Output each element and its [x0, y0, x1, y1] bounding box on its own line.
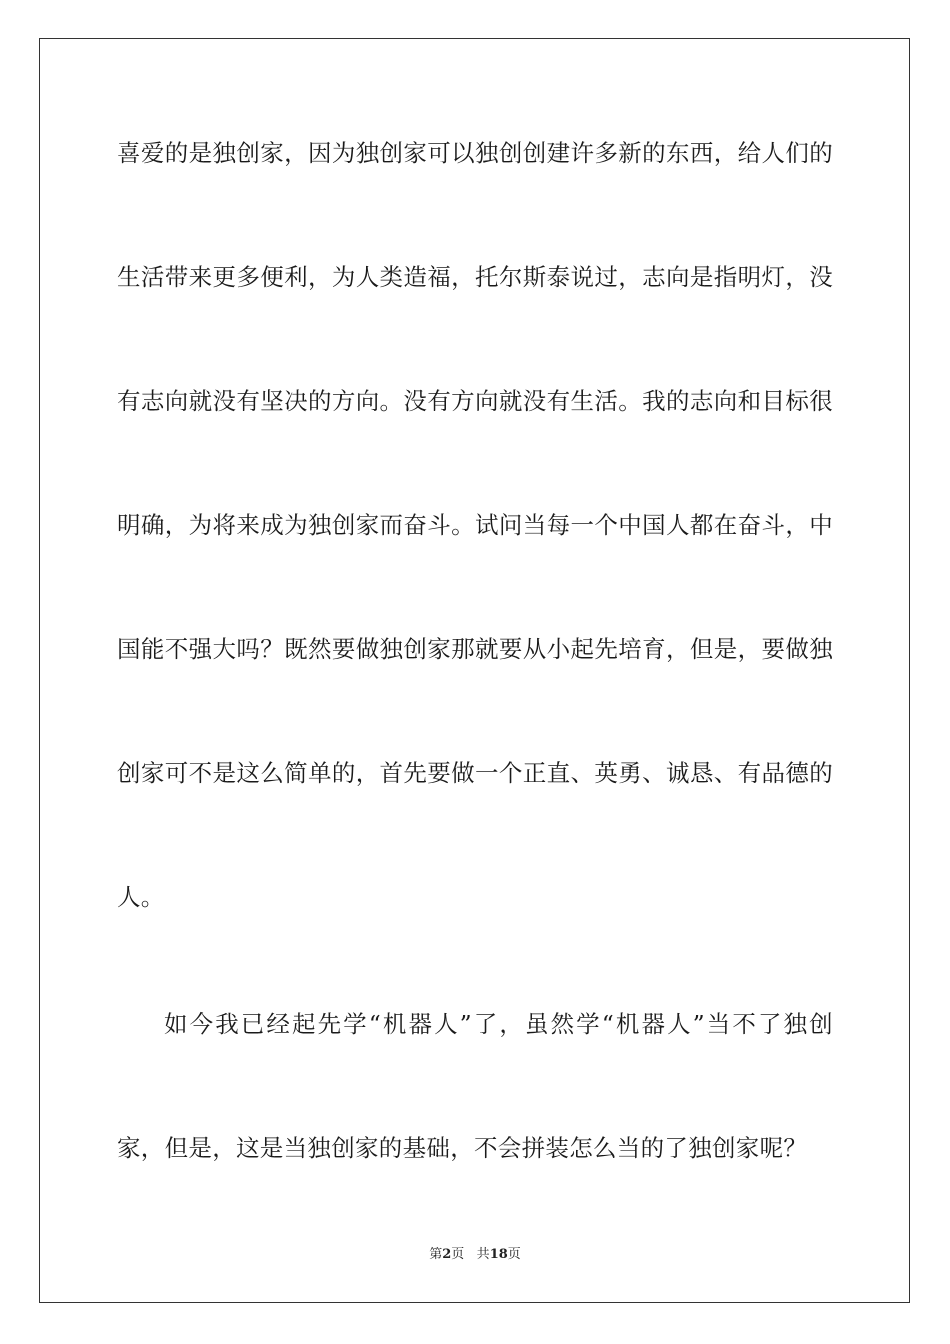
footer-page-number: 2 [442, 1247, 452, 1262]
text-line-9: 家，但是，这是当独创家的基础，不会拼装怎么当的了独创家呢？ [117, 1134, 808, 1162]
text-line-5: 国能不强大吗？既然要做独创家那就要从小起先培育，但是，要做独 [117, 635, 833, 663]
text-line-4: 明确，为将来成为独创家而奋斗。试问当每一个中国人都在奋斗，中 [117, 511, 833, 539]
page-footer [0, 1246, 950, 1264]
text-line-2: 生活带来更多便利，为人类造福，托尔斯泰说过，志向是指明灯，没 [117, 263, 833, 291]
footer-page-prefix: 第 [429, 1247, 443, 1262]
text-line-1: 喜爱的是独创家，因为独创家可以独创创建许多新的东西，给人们的 [117, 139, 833, 167]
page-border [39, 38, 910, 1303]
footer-total-suffix: 页 [507, 1247, 521, 1262]
text-line-6: 创家可不是这么简单的，首先要做一个正直、英勇、诚恳、有品德的 [117, 759, 833, 787]
text-line-8: 如今我已经起先学“机器人”了，虽然学“机器人”当不了独创 [164, 1010, 833, 1038]
text-line-3: 有志向就没有坚决的方向。没有方向就没有生活。我的志向和目标很 [117, 387, 833, 415]
footer-total-prefix: 共 [476, 1247, 490, 1262]
footer-page-suffix: 页 [451, 1247, 465, 1262]
footer-total-pages: 18 [489, 1247, 508, 1262]
text-line-7: 人。 [117, 883, 165, 911]
